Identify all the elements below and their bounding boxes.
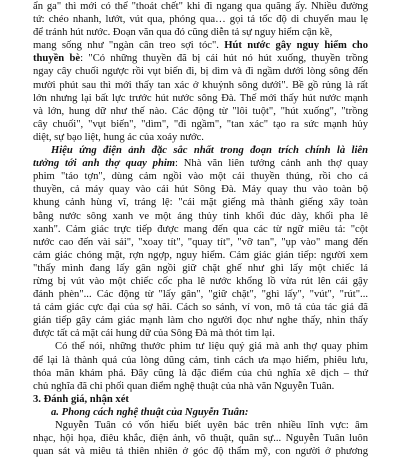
text-segment: : Nhà văn liên tưởng cảnh anh thợ quay — [175, 158, 368, 170]
text-line — [33, 183, 368, 196]
text-segment: và lớn, hung dữ như thế nào. Các động từ "lôi tuột", "hút xuống", "trồng — [33, 105, 368, 117]
text-segment: được tất cả mặt cái hung dữ của Sông Đà mà thót tim lại. — [33, 328, 275, 340]
text-line — [33, 445, 368, 458]
text-line — [33, 327, 368, 340]
text-segment: mười phút sau thì mới thấy tan xác ở khuỷnh sông dưới". Bề gồ rủng là rất — [33, 79, 368, 91]
text-segment: để lại là thành quả của lòng dũng cảm, tinh cách ưa mạo hiểm, phiêu lưu, — [33, 354, 368, 366]
text-segment: mang sống như "ngàn cân treo sợi tóc". — [33, 40, 225, 52]
text-segment: Nguyễn Tuân có vốn hiểu biết uyên bác trên nhiều lĩnh vực: âm — [55, 420, 368, 431]
text-line — [33, 92, 368, 105]
text-line — [33, 196, 368, 209]
text-line — [33, 380, 368, 393]
text-segment: nhạc, hội họa, điêu khắc, điện ảnh, võ thuật, quân sự... Nguyễn Tuân luôn — [33, 433, 368, 445]
document-body — [33, 0, 368, 458]
text-segment: chủ nghĩa đã chi phối quan điểm nghệ thuật của nhà văn Nguyễn Tuân. — [33, 380, 335, 392]
text-segment: phim "táo tợn", dùng cảm ngồi vào một cái thuyền thúng, rồi cho cả — [33, 171, 368, 183]
text-line — [33, 131, 368, 144]
text-line — [33, 170, 368, 183]
text-line — [33, 118, 368, 131]
text-segment: rừng bị vút vào một chiếc cốc pha lê nước khổng lồ vừa rút lên cái gậy — [33, 275, 368, 287]
text-segment: xanh". Cảm giác trực tiếp được mang đến qua các từ ngữ miêu tả: "cột — [33, 223, 368, 235]
text-segment: để tránh hút nước. Đoạn văn qua đó cũng diễn tả sự nguy hiểm cận kề, — [33, 27, 333, 39]
emphasis-segment: tưởng tới anh thợ quay phim — [33, 158, 176, 170]
text-segment: tả cảm giác cực đại của sợ hãi. Cách so sánh, ví von, mô tả của tác giả đã — [33, 302, 368, 314]
text-line — [33, 354, 368, 367]
text-line — [33, 105, 368, 118]
text-segment: lớn nhưng lại bất lực trước hút nước sông Đà. Thế mới thấy hút nước mạnh — [33, 92, 368, 104]
emphasis-segment: 3. Đánh giá, nhận xét — [33, 393, 129, 405]
emphasis-segment: a. Phong cách nghệ thuật của Nguyễn Tuân: — [51, 406, 249, 418]
text-line — [33, 432, 368, 445]
text-segment: diệt, sự bạo liệt, hung ác của xoáy nước. — [33, 131, 204, 143]
text-line — [33, 13, 368, 26]
text-segment: ẩn ga" thì mới có thể "thoát chết" khi đi ngang qua quãng ấy. Nhiều đường — [33, 1, 368, 12]
text-segment: "thấy mình đang lấy gân ngồi giữ chặt ghế như ghì lấy một chiếc lá — [33, 262, 368, 274]
text-line — [33, 79, 368, 92]
text-line — [33, 419, 368, 432]
text-line — [33, 39, 368, 52]
emphasis-segment: thuyền bè — [33, 53, 81, 65]
text-line — [33, 262, 368, 275]
text-line — [33, 26, 368, 39]
text-line — [33, 65, 368, 78]
text-line — [33, 288, 368, 301]
text-line — [33, 340, 368, 353]
text-line — [33, 157, 368, 170]
text-segment: cây chuối", "vụt biến", "dìm", "đi ngầm", "tan xác" tạo ra sức mạnh hủy — [33, 118, 368, 130]
text-line — [33, 223, 368, 236]
text-line — [33, 275, 368, 288]
text-segment: gián tiếp gây cảm giác mạnh làm cho người đọc như nghe thấy, nhìn thấy — [33, 315, 368, 327]
text-line — [33, 144, 368, 157]
text-line — [33, 236, 368, 249]
text-segment: bằng nước sông xanh ve một áng thủy tinh khối đúc dày, khối pha lê — [33, 210, 368, 222]
text-segment: Có thể nói, những thước phim tư liệu quý giá mà anh thợ quay phim — [55, 341, 368, 353]
text-segment: khung cảnh hùng vĩ, tráng lệ: "cái mặt giếng mà thành giếng xây toàn — [33, 197, 368, 209]
text-line — [33, 52, 368, 65]
text-segment: cảm giác chóng mặt, rợn ngợp, nguy hiểm. Cảm giác gián tiếp: người xem — [33, 249, 368, 261]
text-segment: thuyền, cả máy quay vào cái hút Sông Đà. Máy quay thu vào toàn bộ — [33, 184, 368, 196]
text-segment: tứ: chéo nhanh, lướt, vút qua, phóng qua… gọi tả tốc độ di chuyển mau lẹ — [33, 14, 368, 26]
text-line — [33, 367, 368, 380]
text-line — [33, 210, 368, 223]
text-segment: đánh phèn"... Các động từ "lấy gân", "giữ chặt", "ghì lấy", "vút", "rút"... — [33, 289, 368, 301]
text-line — [33, 249, 368, 262]
text-segment: quan sát và miêu tả thiên nhiên ở góc độ thẩm mỹ, con người ở phương — [33, 446, 368, 458]
subsection-heading — [33, 406, 368, 419]
emphasis-segment: Hút nước gây nguy hiểm cho — [224, 40, 368, 52]
text-segment: thỏa mãn khám phá. Đây cũng là đặc điểm của chủ nghĩa xê dịch – thứ — [33, 367, 368, 379]
text-segment: : "Có những thuyền đã bị cái hút nó hút xuống, thuyền trồng — [80, 53, 368, 65]
text-line — [33, 314, 368, 327]
text-line — [33, 301, 368, 314]
text-line — [33, 0, 368, 13]
text-segment: ngay cây chuối ngược rồi vụt biến đi, bị dìm và đi ngầm dưới lòng sông đến — [33, 66, 368, 78]
emphasis-segment: Hiệu ứng điện ảnh đặc sắc nhất trong đoạn trích chính là liên — [51, 145, 368, 157]
text-segment: nước cao đến vài sải", "xoay tít", "quay tít", "vỡ tan", "ụp vào" mang đến — [33, 236, 368, 248]
section-heading — [33, 393, 368, 406]
